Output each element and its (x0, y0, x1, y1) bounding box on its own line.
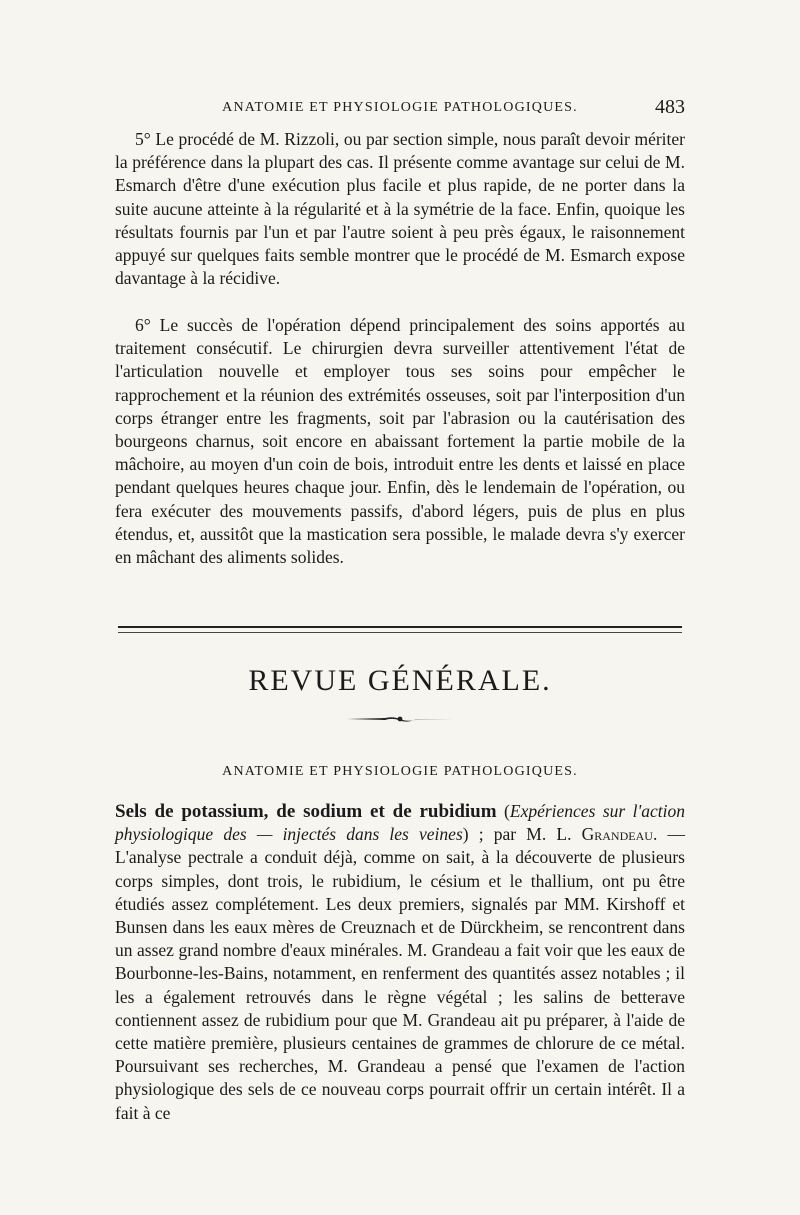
article-paragraph (115, 800, 685, 1125)
divider-thick-rule (118, 626, 682, 628)
section-title: REVUE GÉNÉRALE. (248, 664, 552, 697)
article-title: Sels de potassium, de sodium et de rubidium (115, 801, 497, 822)
article-subtitle-open: ( (504, 801, 510, 821)
paragraph-5: 5° Le procédé de M. Rizzoli, ou par section simple, nous paraît devoir mériter la préférence dans la plupart des cas. Il présente comme avantage sur celui de M. Esmarch d'être d'une exécution plus facile et plus rapide, de ne porter dans la suite aucune atteinte à la régularité et à la symétrie de la face. Enfin, quoique les résultats fournis par l'un et par l'autre soient à peu près égaux, le raisonnement appuyé sur quelques faits semble montrer que le procédé de M. Esmarch expose davantage à la récidive. (115, 129, 685, 289)
section-divider (118, 626, 682, 633)
ornament-rule-icon (345, 712, 455, 726)
paragraph-6: 6° Le succès de l'opération dépend principalement des soins apportés au traitement consécutif. Le chirurgien devra surveiller attentivement l'état de l'articulation nouvelle et employer tous ses soins pour empêcher le rapprochement et la réunion des extrémités osseuses, soit par l'interposition d'un corps étranger entre les fragments, soit par l'abrasion ou la cautérisation des bourgeons charnus, soit encore en abaissant fortement la partie mobile de la mâchoire, au moyen d'un coin de bois, introduit entre les dents et laissé en place pendant quelques heures chaque jour. Enfin, dès le lendemain de l'opération, ou fera exécuter des mouvements passifs, d'abord légers, puis de plus en plus étendus, et, aussitôt que la mastication sera possible, le malade devra s'y exercer en mâchant des aliments solides. (115, 315, 685, 568)
article-subtitle: Expériences sur l'action physiologique des — injectés dans les veines (115, 801, 686, 845)
subsection-title: ANATOMIE ET PHYSIOLOGIE PATHOLOGIQUES. (222, 764, 578, 779)
running-title: ANATOMIE ET PHYSIOLOGIE PATHOLOGIQUES. (222, 100, 578, 115)
article-body: . — L'analyse pectrale a conduit déjà, comme on sait, à la découverte de plusieurs corps simples, dont trois, le rubidium, le césium et le thallium, ont pu être étudiés assez complétement. Les deux premiers, signalés par MM. Kirshoff et Bunsen dans les eaux mères de Creuznach et de Dürckheim, se rencontrent dans un assez grand nombre d'eaux minérales. M. Grandeau a fait voir que les eaux de Bourbonne-les-Bains, notamment, en renferment des quantités assez notables ; il les a également retrouvés dans le règne végétal ; les salins de betterave contiennent assez de rubidium pour que M. Grandeau ait pu préparer, à l'aide de cette matière première, plusieurs centaines de grammes de chlorure de ce métal. Poursuivant ses recherches, M. Grandeau a pensé que l'examen de l'action physiologique des sels de ce nouveau corps pourrait offrir un certain intérêt. Il a fait à ce (115, 824, 685, 1123)
article-author: Grandeau (581, 824, 653, 845)
page-number: 483 (655, 96, 685, 118)
running-head (115, 96, 685, 120)
divider-thin-rule (118, 632, 682, 633)
article-byline: ) ; par M. L. (462, 824, 582, 845)
